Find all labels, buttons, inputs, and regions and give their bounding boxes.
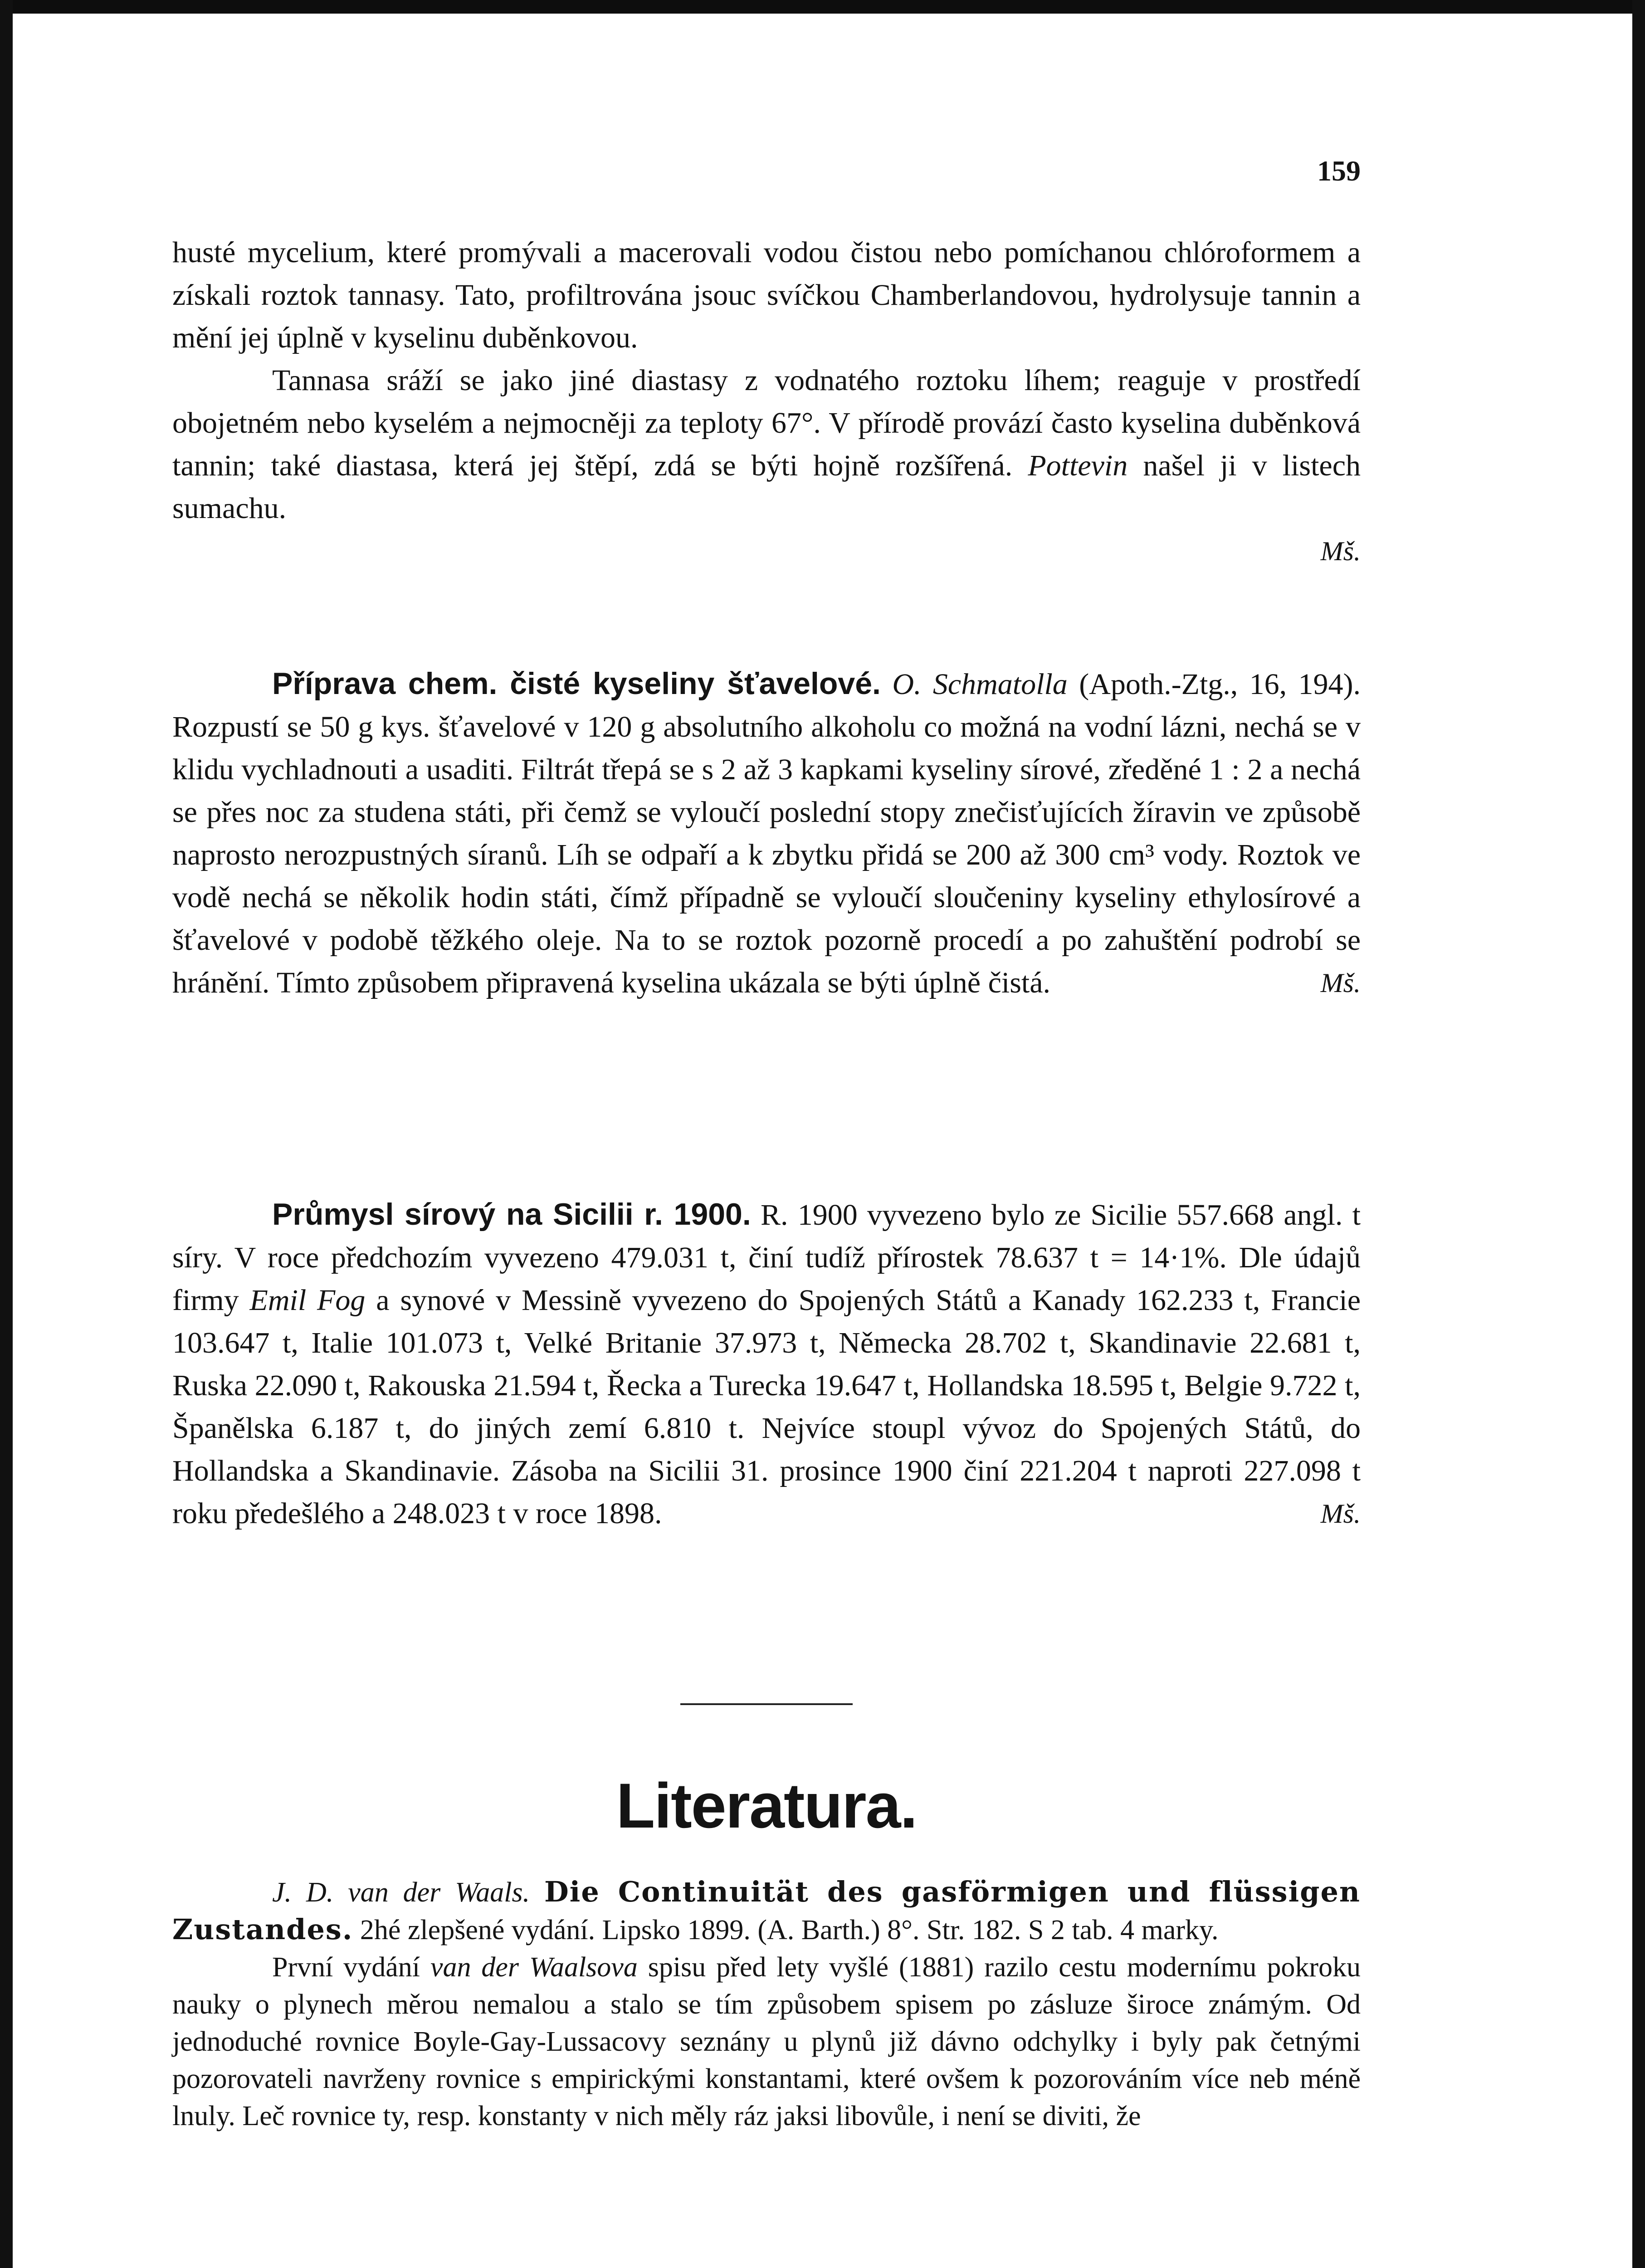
signature-initials: Mš. bbox=[1320, 1499, 1361, 1529]
signature-initials: Mš. bbox=[1320, 536, 1361, 566]
section-oxalic-acid bbox=[172, 662, 1361, 1004]
section-heading: Příprava chem. čisté kyseliny šťavelové. bbox=[272, 666, 881, 701]
section-body: R. 1900 vyvezeno bylo ze Sicilie 557.668 angl. t síry. V roce předchozím vyvezeno 479.031 t, činí tudíž přírostek 78.637 t = 14·1%. Dle údajů firmy bbox=[172, 1198, 1361, 1317]
scan-border-right bbox=[1632, 0, 1645, 2268]
author-name: Pottevin bbox=[1028, 449, 1128, 482]
section-sulphur-industry bbox=[172, 1193, 1361, 1535]
section-body: Rozpustí se 50 g kys. šťavelové v 120 g absolutního alkoholu co možná na vodní lázni, nechá se v klidu vychladnouti a usaditi. Filtrát třepá se s 2 až 3 kapkami kyseliny sírové, zředěné 1 : 2 a nechá se přes noc za studena státi, při čemž se vyloučí poslední stopy znečisťujících žíravin ve způsobě naprosto nerozpustných síranů. Líh se odpaří a k zbytku přidá se 200 až 300 cm³ vody. Roztok ve vodě nechá se několik hodin státi, čímž případně se vyloučí sloučeniny kyseliny ethylosírové a šťavelové v podobě těžkého oleje. Na to se roztok pozorně procedí a po zahuštění podrobí se hránění. Tímto způsobem připravená kyselina ukázala se býti úplně čistá. bbox=[172, 710, 1361, 999]
literature-review: J. D. van der Waals. Die Continuität des gasförmigen und flüssigen Zustandes. 2hé zlepšené vydání. Lipsko 1899. (A. Barth.) 8°. Str. 182. S 2 tab. 4 marky. První vydání van der Waalsova spisu před lety vyšlé (1881) razilo cestu modernímu pokroku nauky o plynech měrou nemalou a stalo se tím způsobem spisem po zásluze široce známým. Od jednoduché rovnice Boyle-Gay-Lussacovy seznány u plynů již dávno odchylky i byly pak četnými pozorovateli navrženy rovnice s empirickými konstantami, které ovšem k pozorováním více neb méně lnuly. Leč rovnice ty, resp. konstanty v nich měly ráz jaksi libovůle, i není se diviti, že bbox=[172, 1875, 1361, 2131]
book-meta: 2hé zlepšené vydání. Lipsko 1899. (A. Barth.) 8°. Str. 182. S 2 tab. 4 marky. bbox=[360, 1915, 1219, 1945]
section-heading: Průmysl sírový na Sicilii r. 1900. bbox=[272, 1197, 751, 1232]
paragraph-1: husté mycelium, které promývali a macerovali vodou čistou nebo pomíchanou chlóroformem a získali roztok tannasy. Tato, profiltrována jsouc svíčkou Chamberlandovou, hydrolysuje tannin a mění jej úplně v kyselinu duběnkovou. bbox=[172, 236, 1361, 354]
article-continuation bbox=[172, 231, 1361, 572]
signature-initials: Mš. bbox=[1320, 968, 1361, 998]
page-number: 159 bbox=[1317, 155, 1361, 187]
firm-name: Emil Fog bbox=[249, 1284, 366, 1317]
book-title: Die Continuität des gasförmigen und flüssigen Zustandes. bbox=[172, 1875, 1361, 1946]
paragraph-2: Tannasa sráží se jako jiné diastasy z vodnatého roztoku líhem; reaguje v prostředí obojetném nebo kyselém a nejmocněji za teploty 67°. V přírodě provází často kyselina duběnková tannin; také diastasa, která jej štěpí, zdá se býti hojně rozšířená. Pottevin našel ji v listech sumachu. bbox=[172, 364, 1361, 525]
section-body: a synové v Messině vyvezeno do Spojených Států a Kanady 162.233 t, Francie 103.647 t, Italie 101.073 t, Velké Britanie 37.973 t, Německa 28.702 t, Skandinavie 22.681 t, Ruska 22.090 t, Rakouska 21.594 t, Řecka a Turecka 19.647 t, Hollandska 18.595 t, Belgie 9.722 t, Španělska 6.187 t, do jiných zemí 6.810 t. Nejvíce stoupl vývoz do Spojených Států, do Hollandska a Skandinavie. Zásoba na Sicilii 31. prosince 1900 činí 221.204 t naproti 227.098 t roku předešlého a 248.023 t v roce 1898. bbox=[172, 1284, 1361, 1530]
review-body: spisu před lety vyšlé (1881) razilo cestu modernímu pokroku nauky o plynech měrou nemalou a stalo se tím způsobem spisem po zásluze široce známým. Od jednoduché rovnice Boyle-Gay-Lussacovy seznány u plynů již dávno odchylky i byly pak četnými pozorovateli navrženy rovnice s empirickými konstantami, které ovšem k pozorováním více neb méně lnuly. Leč rovnice ty, resp. konstanty v nich měly ráz jaksi libovůle, i není se diviti, že bbox=[172, 1952, 1361, 2131]
reference: (Apoth.-Ztg., 16, 194). bbox=[1079, 668, 1361, 701]
section-divider bbox=[680, 1703, 853, 1705]
book-author: J. D. van der Waals. bbox=[272, 1877, 530, 1908]
literatura-heading: Literatura. bbox=[616, 1770, 917, 1841]
author-name: O. Schmatolla bbox=[892, 668, 1068, 701]
scan-border-top bbox=[0, 0, 1645, 14]
scan-border-left bbox=[0, 0, 13, 2268]
